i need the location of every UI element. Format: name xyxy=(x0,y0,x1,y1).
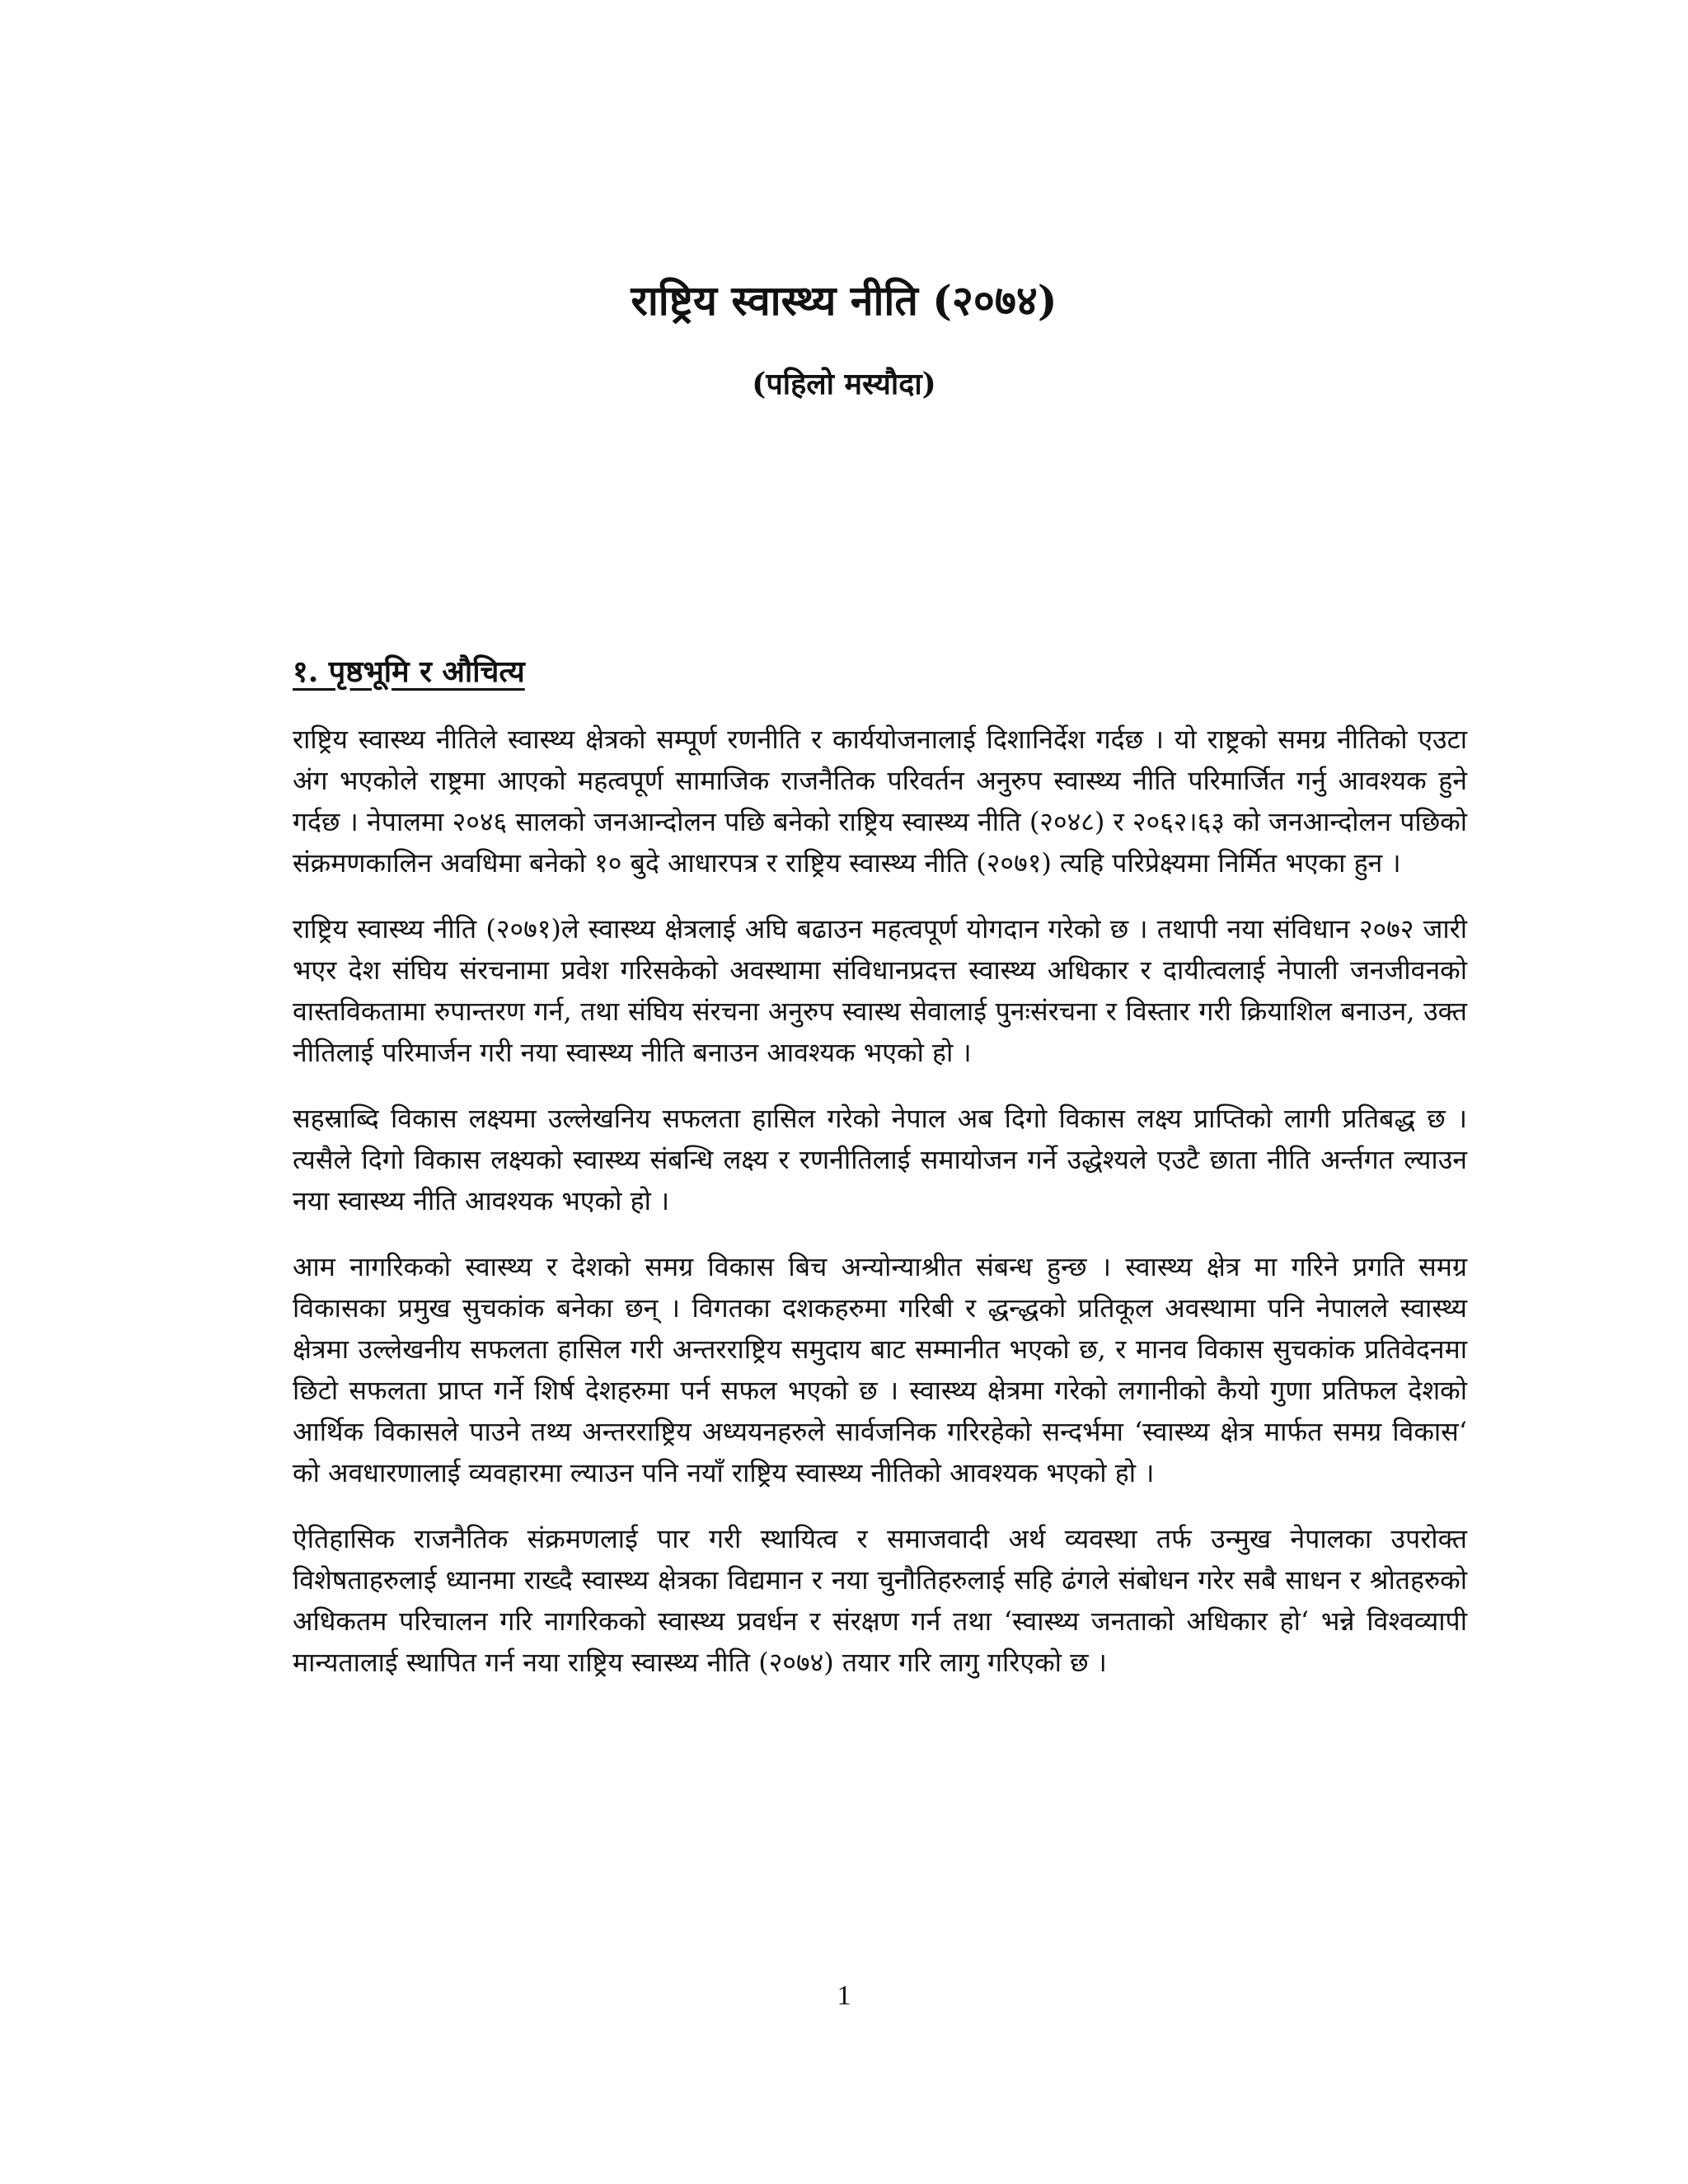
paragraph-3: सहस्राब्दि विकास लक्ष्यमा उल्लेखनिय सफलता हासिल गरेको नेपाल अब दिगो विकास लक्ष्य प्राप्तिको लागी प्रतिबद्ध छ । त्यसैले दिगो विकास लक्ष्यको स्वास्थ्य संबन्धि लक्ष्य र रणनीतिलाई समायोजन गर्ने उद्धेश्यले एउटै छाता नीति अर्न्तगत ल्याउन नया स्वास्थ्य नीति आवश्यक भएको हो । xyxy=(293,1103,1467,1216)
paragraph-1: राष्ट्रिय स्वास्थ्य नीतिले स्वास्थ्य क्षेत्रको सम्पूर्ण रणनीति र कार्ययोजनालाई दिशानिर्देश गर्दछ । यो राष्ट्रको समग्र नीतिको एउटा अंग भएकोले राष्ट्रमा आएको महत्वपूर्ण सामाजिक राजनैतिक परिवर्तन अनुरुप स्वास्थ्य नीति परिमार्जित गर्नु आवश्यक हुने गर्दछ । नेपालमा २०४६ सालको जनआन्दोलन पछि बनेको राष्ट्रिय स्वास्थ्य नीति (२०४८) र २०६२।६३ को जनआन्दोलन पछिको संक्रमणकालिन अवधिमा बनेको १० बुदे आधारपत्र र राष्ट्रिय स्वास्थ्य नीति (२०७१) त्यहि परिप्रेक्ष्यमा निर्मित भएका हुन । xyxy=(293,724,1467,879)
page-number: 1 xyxy=(837,1980,851,2011)
document-subtitle: (पहिलो मस्यौदा) xyxy=(752,367,936,401)
paragraph-4: आम नागरिकको स्वास्थ्य र देशको समग्र विकास बिच अन्योन्याश्रीत संबन्ध हुन्छ । स्वास्थ्य क्षेत्र मा गरिने प्रगति समग्र विकासका प्रमुख सुचकांक बनेका छन् । विगतका दशकहरुमा गरिबी र द्धन्द्धको प्रतिकूल अवस्थामा पनि नेपालले स्वास्थ्य क्षेत्रमा उल्लेखनीय सफलता हासिल गरी अन्तरराष्ट्रिय समुदाय बाट सम्मानीत भएको छ, र मानव विकास सुचकांक प्रतिवेदनमा छिटो सफलता प्राप्त गर्ने शिर्ष देशहरुमा पर्न सफल भएको छ । स्वास्थ्य क्षेत्रमा गरेको लगानीको कैयो गुणा प्रतिफल देशको आर्थिक विकासले पाउने तथ्य अन्तरराष्ट्रिय अध्ययनहरुले सार्वजनिक गरिरहेको सन्दर्भमा ‘स्वास्थ्य क्षेत्र मार्फत समग्र विकास‘ को अवधारणालाई व्यवहारमा ल्याउन पनि नयाँ राष्ट्रिय स्वास्थ्य नीतिको आवश्यक भएको हो । xyxy=(293,1251,1467,1488)
document-body xyxy=(293,651,1467,1708)
document-title: राष्ट्रिय स्वास्थ्य नीति (२०७४) xyxy=(631,276,1057,325)
paragraph-5: ऐतिहासिक राजनैतिक संक्रमणलाई पार गरी स्थायित्व र समाजवादी अर्थ व्यवस्था तर्फ उन्मुख नेपालका उपरोक्त विशेषताहरुलाई ध्यानमा राख्दै स्वास्थ्य क्षेत्रका विद्यमान र नया चुनौतिहरुलाई सहि ढंगले संबोधन गरेर सबै साधन र श्रोतहरुको अधिकतम परिचालन गरि नागरिकको स्वास्थ्य प्रवर्धन र संरक्षण गर्न तथा ‘स्वास्थ्य जनताको अधिकार हो‘ भन्ने विश्वव्यापी मान्यतालाई स्थापित गर्न नया राष्ट्रिय स्वास्थ्य नीति (२०७४) तयार गरि लागु गरिएको छ । xyxy=(293,1523,1467,1678)
section-heading: १. पृष्ठभूमि र औचित्य xyxy=(293,654,525,689)
paragraph-2: राष्ट्रिय स्वास्थ्य नीति (२०७१)ले स्वास्थ्य क्षेत्रलाई अघि बढाउन महत्वपूर्ण योगदान गरेको छ । तथापी नया संविधान २०७२ जारी भएर देश संघिय संरचनामा प्रवेश गरिसकेको अवस्थामा संविधानप्रदत्त स्वास्थ्य अधिकार र दायीत्वलाई नेपाली जनजीवनको वास्तविकतामा रुपान्तरण गर्न, तथा संघिय संरचना अनुरुप स्वास्थ सेवालाई पुनःसंरचना र विस्तार गरी क्रियाशिल बनाउन, उक्त नीतिलाई परिमार्जन गरी नया स्वास्थ्य नीति बनाउन आवश्यक भएको हो । xyxy=(293,913,1467,1068)
